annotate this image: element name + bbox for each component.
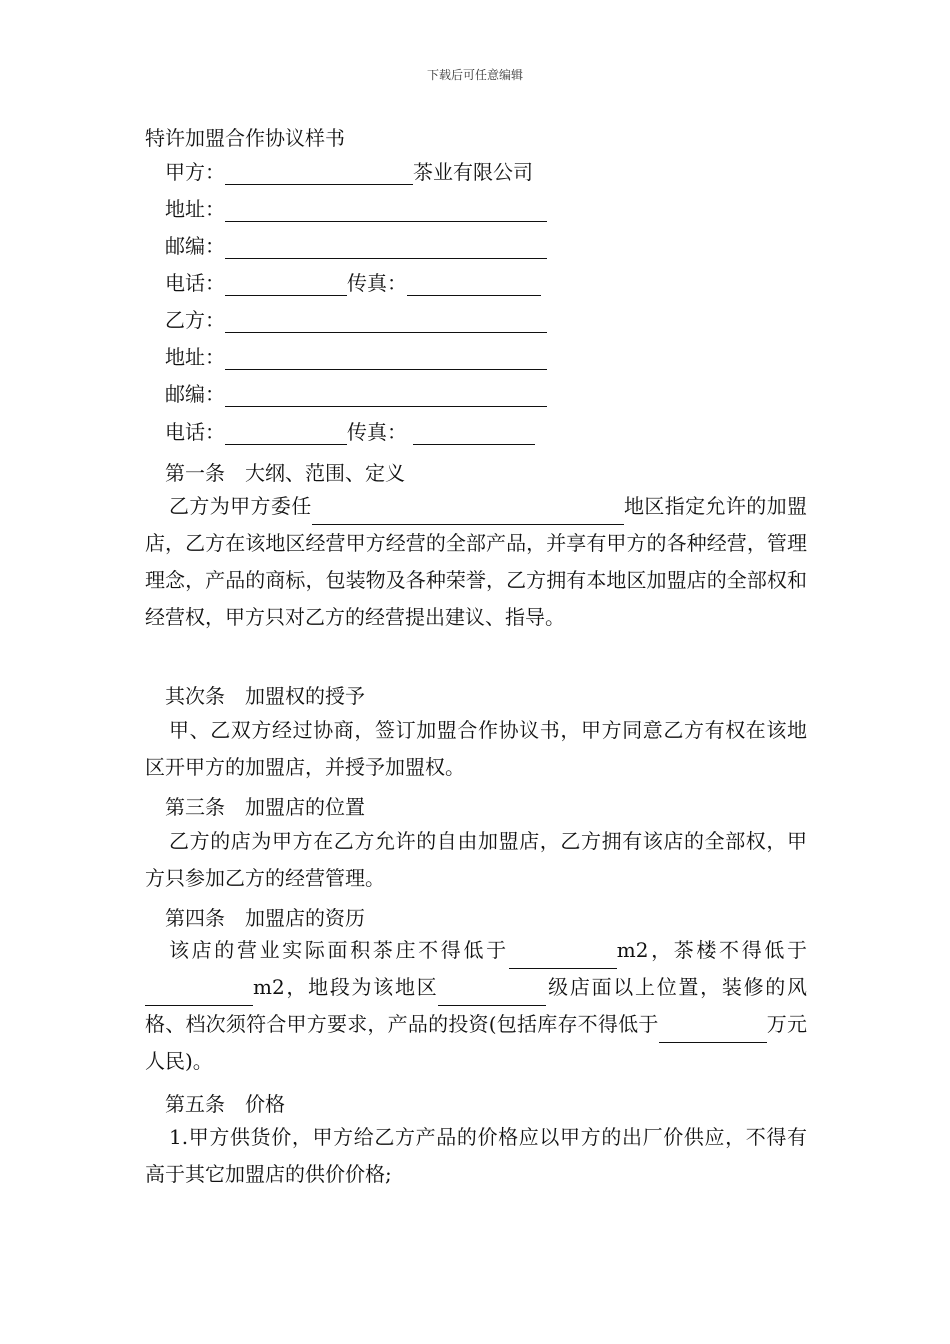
party-a-zip-blank — [225, 236, 547, 259]
section-3-number: 第三条 — [165, 795, 225, 819]
section-4-paragraph — [145, 932, 807, 1080]
party-b-address-blank — [225, 347, 547, 370]
party-b-address-line — [165, 344, 547, 370]
party-a-address-label: 地址： — [165, 197, 225, 221]
section-1-text-b: 地区指定允许的加盟店，乙方在该地区经营甲方经营的全部产品，并享有甲方的各种经营，管理理念，产品的商标，包装物及各种荣誉，乙方拥有本地区加盟店的全部权和经营权，甲方只对乙方的经营提出建议、指导。 — [145, 494, 807, 629]
party-b-zip-label: 邮编： — [165, 382, 225, 406]
section-2-title: 加盟权的授予 — [245, 684, 365, 708]
section-5-paragraph: 1.甲方供货价，甲方给乙方产品的价格应以甲方的出厂价供应，不得有高于其它加盟店的供价价格; — [145, 1125, 807, 1186]
party-a-fax-blank — [407, 273, 541, 296]
section-4-text-a: 该店的营业实际面积茶庄不得低于 — [169, 938, 509, 962]
section-1-paragraph — [145, 488, 807, 636]
party-a-suffix: 茶业有限公司 — [413, 160, 533, 184]
party-b-address-label: 地址： — [165, 345, 225, 369]
section-5-heading — [165, 1088, 285, 1117]
party-b-fax-label: 传真： — [347, 420, 407, 444]
section-4-text-e: 万元人民)。 — [145, 1012, 808, 1073]
party-b-name-line — [165, 307, 547, 333]
section-4-number: 第四条 — [165, 906, 225, 930]
section-4-grade-blank — [438, 983, 546, 1006]
section-3-heading — [165, 791, 365, 820]
section-2-paragraph: 甲、乙双方经过协商，签订加盟合作协议书，甲方同意乙方有权在该地区开甲方的加盟店，并授予加盟权。 — [145, 718, 807, 779]
section-2-heading — [165, 680, 365, 709]
section-5-number: 第五条 — [165, 1092, 225, 1116]
section-4-tearoom-area-blank — [145, 983, 253, 1006]
party-a-address-blank — [225, 199, 547, 222]
section-4-title: 加盟店的资历 — [245, 906, 365, 930]
section-4-text-c: m2，地段为该地区 — [253, 975, 439, 999]
section-1-region-blank — [312, 502, 624, 525]
party-a-zip-line — [165, 233, 547, 259]
section-4-text-d: 级店面以上位置，装修的风格、档次须符合甲方要求，产品的投资(包括库存不得低于 — [145, 975, 807, 1036]
party-b-name-blank — [225, 310, 547, 333]
page-header: 下载后可任意编辑 — [426, 68, 523, 82]
party-b-zip-blank — [225, 384, 547, 407]
section-5-title: 价格 — [245, 1092, 285, 1116]
section-1-heading — [165, 457, 405, 486]
party-a-label: 甲方： — [165, 160, 225, 184]
party-a-name-blank — [225, 162, 413, 185]
party-a-phone-label: 电话： — [165, 271, 225, 295]
party-a-phone-blank — [225, 273, 347, 296]
party-b-phone-label: 电话： — [165, 420, 225, 444]
party-b-zip-line — [165, 381, 547, 407]
party-a-zip-label: 邮编： — [165, 234, 225, 258]
party-a-fax-label: 传真： — [347, 271, 407, 295]
section-1-title: 大纲、范围、定义 — [245, 461, 405, 485]
section-2-number: 其次条 — [165, 684, 225, 708]
section-1-text-a: 乙方为甲方委任 — [169, 494, 312, 518]
party-a-phone-line — [165, 270, 541, 296]
section-3-paragraph: 乙方的店为甲方在乙方允许的自由加盟店，乙方拥有该店的全部权，甲方只参加乙方的经营管理。 — [145, 829, 807, 890]
party-b-phone-blank — [225, 422, 347, 445]
section-4-heading — [165, 902, 365, 931]
party-b-phone-line — [165, 419, 535, 445]
party-b-fax-blank — [413, 422, 535, 445]
party-b-label: 乙方： — [165, 308, 225, 332]
party-a-name-line — [165, 159, 533, 185]
document-title: 特许加盟合作协议样书 — [145, 126, 345, 150]
section-4-investment-blank — [659, 1020, 767, 1043]
section-1-number: 第一条 — [165, 461, 225, 485]
section-3-title: 加盟店的位置 — [245, 795, 365, 819]
section-4-text-b: m2，茶楼不得低于 — [616, 938, 807, 962]
party-a-address-line — [165, 196, 547, 222]
section-4-teahouse-area-blank — [509, 946, 617, 969]
